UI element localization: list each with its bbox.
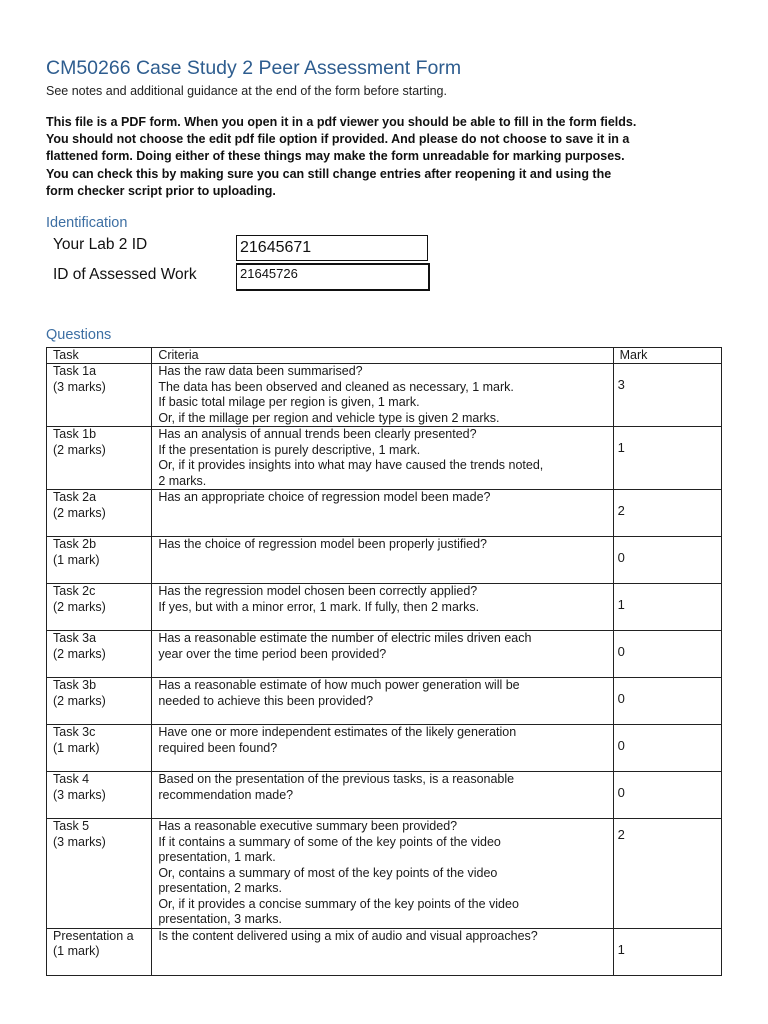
criteria-line: required been found? xyxy=(158,740,278,755)
criteria-line: If the presentation is purely descriptive, 1 mark. xyxy=(158,442,421,457)
task-cell xyxy=(47,928,152,975)
mark-value: 2 xyxy=(617,503,625,518)
task-cell xyxy=(47,364,152,427)
table-row xyxy=(47,819,722,929)
task-cell xyxy=(47,678,152,725)
criteria-line: Has a reasonable estimate of how much power generation will be xyxy=(158,678,520,692)
task-name: Task 5 xyxy=(53,819,90,833)
notice-line: flattened form. Doing either of these things may make the form unreadable for marking purposes. xyxy=(46,149,625,164)
task-cell xyxy=(47,772,152,819)
mark-value: 1 xyxy=(617,597,625,612)
task-cell xyxy=(47,584,152,631)
criteria-cell xyxy=(152,364,613,427)
table-row xyxy=(47,584,722,631)
mark-field[interactable] xyxy=(613,584,721,631)
mark-field[interactable] xyxy=(613,725,721,772)
criteria-cell xyxy=(152,584,613,631)
task-name: Task 3c xyxy=(53,725,96,739)
table-header-row xyxy=(47,348,722,364)
task-cell xyxy=(47,631,152,678)
mark-field[interactable] xyxy=(613,364,721,427)
mark-value: 2 xyxy=(617,827,625,842)
table-row xyxy=(47,537,722,584)
task-marks: (2 marks) xyxy=(53,442,106,457)
task-marks: (2 marks) xyxy=(53,599,106,614)
criteria-line: year over the time period been provided? xyxy=(158,646,387,661)
task-name: Task 4 xyxy=(53,772,90,786)
table-row xyxy=(47,725,722,772)
criteria-line: presentation, 2 marks. xyxy=(158,881,282,895)
notice-line: This file is a PDF form. When you open it in a pdf viewer you should be able to fill in the form fields. xyxy=(46,115,637,129)
task-name: Task 3a xyxy=(53,631,97,645)
criteria-cell xyxy=(152,928,613,975)
task-marks: (3 marks) xyxy=(53,834,106,849)
mark-value: 1 xyxy=(617,440,625,455)
pdf-form-notice xyxy=(46,114,736,200)
mark-field[interactable] xyxy=(613,537,721,584)
task-marks: (2 marks) xyxy=(53,646,106,661)
mark-field[interactable] xyxy=(613,819,721,929)
notice-line: You can check this by making sure you can still change entries after reopening it and using the xyxy=(46,166,612,181)
mark-value: 0 xyxy=(617,644,625,659)
task-marks: (2 marks) xyxy=(53,693,106,708)
table-row xyxy=(47,490,722,537)
criteria-line: If it contains a summary of some of the key points of the video xyxy=(158,834,501,849)
task-marks: (1 mark) xyxy=(53,944,100,958)
criteria-line: Or, contains a summary of most of the key points of the video xyxy=(158,865,498,880)
lab-id-label: Your Lab 2 ID xyxy=(53,236,148,253)
criteria-line: 2 marks. xyxy=(158,473,207,488)
criteria-cell xyxy=(152,678,613,725)
questions-table xyxy=(46,347,722,976)
mark-value: 0 xyxy=(617,785,625,800)
criteria-line: Or, if it provides a concise summary of the key points of the video xyxy=(158,896,519,911)
column-header-criteria: Criteria xyxy=(152,348,613,364)
notice-line: You should not choose the edit pdf file option if provided. And please do not choose to save it in a xyxy=(46,132,630,147)
mark-field[interactable] xyxy=(613,427,721,490)
criteria-line: If basic total milage per region is given, 1 mark. xyxy=(158,395,420,409)
page-subtitle: See notes and additional guidance at the end of the form before starting. xyxy=(46,84,447,98)
mark-field[interactable] xyxy=(613,928,721,975)
task-marks: (2 marks) xyxy=(53,505,106,520)
mark-field[interactable] xyxy=(613,678,721,725)
column-header-task: Task xyxy=(47,348,152,364)
criteria-line: If yes, but with a minor error, 1 mark. If fully, then 2 marks. xyxy=(158,599,480,614)
task-cell xyxy=(47,537,152,584)
task-name: Task 2c xyxy=(53,584,96,598)
notice-line: form checker script prior to uploading. xyxy=(46,183,276,198)
criteria-line: Based on the presentation of the previous tasks, is a reasonable xyxy=(158,772,515,786)
criteria-line: presentation, 3 marks. xyxy=(158,912,282,926)
assessed-work-id-field[interactable] xyxy=(236,263,430,291)
criteria-line: Has a reasonable estimate the number of electric miles driven each xyxy=(158,631,532,645)
criteria-cell xyxy=(152,631,613,678)
mark-value: 1 xyxy=(617,941,625,957)
questions-heading: Questions xyxy=(46,327,112,343)
mark-field[interactable] xyxy=(613,490,721,537)
task-name: Task 1a xyxy=(53,364,97,378)
task-marks: (1 mark) xyxy=(53,552,100,567)
criteria-line: Or, if it provides insights into what may have caused the trends noted, xyxy=(158,458,544,472)
task-cell xyxy=(47,490,152,537)
table-row xyxy=(47,678,722,725)
task-marks: (3 marks) xyxy=(53,379,106,394)
page-title: CM50266 Case Study 2 Peer Assessment Form xyxy=(46,57,462,79)
criteria-line: needed to achieve this been provided? xyxy=(158,693,374,708)
table-row xyxy=(47,928,722,975)
criteria-line: Has the regression model chosen been correctly applied? xyxy=(158,584,478,598)
mark-value: 0 xyxy=(617,691,625,706)
criteria-line: recommendation made? xyxy=(158,787,294,802)
task-cell xyxy=(47,725,152,772)
criteria-cell xyxy=(152,427,613,490)
mark-field[interactable] xyxy=(613,631,721,678)
table-row xyxy=(47,631,722,678)
task-name: Task 2b xyxy=(53,537,97,551)
lab-id-field[interactable] xyxy=(236,235,428,261)
criteria-line: Is the content delivered using a mix of audio and visual approaches? xyxy=(158,928,538,943)
table-row xyxy=(47,772,722,819)
task-name: Task 3b xyxy=(53,678,97,692)
task-cell xyxy=(47,427,152,490)
task-cell xyxy=(47,819,152,929)
criteria-line: Have one or more independent estimates of the likely generation xyxy=(158,725,517,739)
table-row xyxy=(47,427,722,490)
criteria-cell xyxy=(152,725,613,772)
identification-heading: Identification xyxy=(46,215,128,231)
criteria-cell xyxy=(152,772,613,819)
task-marks: (3 marks) xyxy=(53,787,106,802)
task-name: Task 2a xyxy=(53,490,97,504)
table-row xyxy=(47,364,722,427)
assessed-work-label: ID of Assessed Work xyxy=(53,266,197,283)
task-marks: (1 mark) xyxy=(53,740,100,755)
task-name: Presentation a xyxy=(53,928,134,943)
criteria-cell xyxy=(152,819,613,929)
criteria-line: Has the raw data been summarised? xyxy=(158,364,363,378)
criteria-line: Has a reasonable executive summary been provided? xyxy=(158,819,458,833)
criteria-line: Has an analysis of annual trends been clearly presented? xyxy=(158,427,477,441)
mark-value: 3 xyxy=(617,377,625,392)
criteria-line: Or, if the millage per region and vehicle type is given 2 marks. xyxy=(158,410,500,425)
criteria-line: The data has been observed and cleaned as necessary, 1 mark. xyxy=(158,379,514,394)
criteria-line: Has an appropriate choice of regression model been made? xyxy=(158,490,491,504)
column-header-mark: Mark xyxy=(613,348,721,364)
criteria-line: Has the choice of regression model been properly justified? xyxy=(158,537,487,551)
criteria-cell xyxy=(152,490,613,537)
criteria-line: presentation, 1 mark. xyxy=(158,850,276,864)
mark-value: 0 xyxy=(617,738,625,753)
criteria-cell xyxy=(152,537,613,584)
mark-value: 0 xyxy=(617,550,625,565)
task-name: Task 1b xyxy=(53,427,97,441)
mark-field[interactable] xyxy=(613,772,721,819)
